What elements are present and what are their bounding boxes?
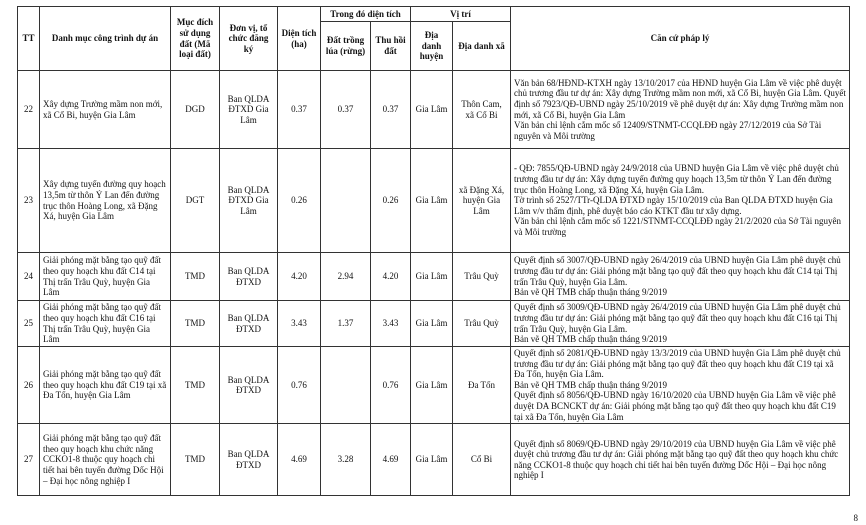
registering-unit: Ban QLDA ĐTXD [220,424,278,496]
commune-name: Đa Tốn [453,347,511,424]
legal-basis-paragraph: Bản vẽ QH TMB chấp thuận tháng 9/2019 [514,379,668,390]
registering-unit: Ban QLDA ĐTXD [220,253,278,301]
area-value: 4.69 [278,424,321,496]
project-name: Giải phóng mặt bằng tạo quỹ đất theo quy hoạch khu đất C19 tại xã Đa Tốn, huyện Gia Lâm [40,347,171,424]
land-use-code: DGD [171,71,220,149]
commune-name: xã Đặng Xá, huyện Gia Lâm [453,149,511,253]
land-use-code: DGT [171,149,220,253]
area-value: 3.43 [278,301,321,347]
legal-basis-paragraph: Văn bản chỉ lệnh cắm mốc số 1221/STNMT-CCQLĐĐ ngày 21/2/2020 của Sở Tài nguyên và Môi trường [514,216,841,238]
table-row [18,253,850,301]
row-number: 27 [18,424,40,496]
legal-basis-cell [511,424,850,496]
project-name: Xây dựng Trường mầm non mới, xã Cổ Bi, huyện Gia Lâm [40,71,171,149]
rice-land-value [321,347,371,424]
table-body [18,71,850,496]
legal-basis-paragraph: Quyết định số 8069/QĐ-UBND ngày 29/10/2019 của UBND huyện Gia Lâm về việc phê duyệt chủ trương đầu tư dự án: Giải phóng mặt bằng tạo quỹ đất theo quy hoạch khu chức năng CCKO1-8 thuộc quy hoạch chi tiết hai bên tuyến đường Dốc Hội – Đại học nông nghiệp I [514,438,839,481]
header-recovered: Thu hồi đất [371,22,411,71]
recovered-land-value: 0.26 [371,149,411,253]
district-name: Gia Lâm [411,301,453,347]
area-value: 0.26 [278,149,321,253]
row-number: 26 [18,347,40,424]
land-use-table [17,6,850,496]
rice-land-value [321,149,371,253]
legal-basis-cell [511,253,850,301]
legal-basis-cell [511,347,850,424]
area-value: 0.37 [278,71,321,149]
row-number: 22 [18,71,40,149]
recovered-land-value: 4.20 [371,253,411,301]
table-row [18,149,850,253]
row-number: 24 [18,253,40,301]
registering-unit: Ban QLDA ĐTXD Gia Lâm [220,71,278,149]
land-use-code: TMD [171,424,220,496]
header-tt: TT [18,7,40,71]
legal-basis-paragraph: Văn bản 68/HĐND-KTXH ngày 13/10/2017 của HĐND huyện Gia Lâm về việc phê duyệt chủ trương đầu tư dự án: Xây dựng Trường mầm non mới, xã Cổ Bi, huyện Gia Lâm. Quyết định số 7923/QĐ-UBND ngày 25/10/2019 về phê duyệt dự án: Xây dựng Trường mầm non mới, xã Cổ Bi, huyện Gia Lâm [514,77,846,120]
district-name: Gia Lâm [411,347,453,424]
district-name: Gia Lâm [411,253,453,301]
header-district: Địa danh huyện [411,22,453,71]
rice-land-value: 2.94 [321,253,371,301]
legal-basis-cell [511,71,850,149]
header-area: Diện tích (ha) [278,7,321,71]
district-name: Gia Lâm [411,149,453,253]
project-name: Giải phóng mặt bằng tạo quỹ đất theo quy hoạch khu đất C16 tại Thị trấn Trâu Quỳ, huyện Gia Lâm [40,301,171,347]
legal-basis-paragraph: Quyết định số 3007/QĐ-UBND ngày 26/4/2019 của UBND huyện Gia Lâm phê duyệt chủ trương đầu tư dự án: Giải phóng mặt bằng tạo quỹ đất theo quy hoạch khu đất C14 tại Thị trấn Trâu Quỳ, huyện Gia Lâm. [514,255,841,287]
project-name: Xây dựng tuyến đường quy hoạch 13,5m từ thôn Ỷ Lan đến đường trục thôn Hoàng Long, xã Đặng Xá, huyện Gia Lâm [40,149,171,253]
rice-land-value: 0.37 [321,71,371,149]
area-value: 4.20 [278,253,321,301]
legal-basis-paragraph: Tờ trình số 2527/TTr-QLDA ĐTXD ngày 15/10/2019 của Ban QLDA ĐTXD huyện Gia Lâm v/v thẩm định, phê duyệt báo cáo KTKT đầu tư xây dựng. [514,195,833,216]
commune-name: Trâu Quỳ [453,253,511,301]
header-rice-land: Đất trồng lúa (rừng) [321,22,371,71]
row-number: 23 [18,149,40,253]
legal-basis-paragraph: Quyết định số 8056/QĐ-UBND ngày 16/10/2020 của UBND huyện Gia Lâm về việc phê duyệt DA BCNCKT dự án: Giải phóng mặt bằng tạo quỹ đất theo quy hoạch khu đất C19 tại xã Đa Tốn, huyện Gia Lâm [514,390,836,422]
table-row [18,347,850,424]
legal-basis-cell [511,301,850,347]
page-number: 8 [853,513,858,523]
header-purpose: Mục đích sử dụng đất (Mã loại đất) [171,7,220,71]
legal-basis-paragraph: Bản vẽ QH TMB chấp thuận tháng 9/2019 [514,287,668,298]
header-project: Danh mục công trình dự án [40,7,171,71]
registering-unit: Ban QLDA ĐTXD [220,347,278,424]
header-legal-basis: Căn cứ pháp lý [511,7,850,71]
project-name: Giải phóng mặt bằng tạo quỹ đất theo quy hoạch khu chức năng CCKO1-8 thuộc quy hoạch chi tiết hai bên tuyến đường Dốc Hội – Đại học nông nghiệp I [40,424,171,496]
table-row [18,424,850,496]
legal-basis-cell [511,149,850,253]
header-group-location: Vị trí [411,7,511,22]
table-row [18,301,850,347]
legal-basis-paragraph: Văn bản chỉ lệnh cắm mốc số 12409/STNMT-CCQLĐĐ ngày 27/12/2019 của Sở Tài nguyên và Môi trường [514,120,822,141]
table-row [18,71,850,149]
land-use-code: TMD [171,301,220,347]
commune-name: Trâu Quỳ [453,301,511,347]
recovered-land-value: 0.37 [371,71,411,149]
recovered-land-value: 3.43 [371,301,411,347]
recovered-land-value: 4.69 [371,424,411,496]
header-group-of-which: Trong đó diện tích [321,7,411,22]
area-value: 0.76 [278,347,321,424]
legal-basis-paragraph: Quyết định số 3009/QĐ-UBND ngày 26/4/2019 của UBND huyện Gia Lâm phê duyệt chủ trương đầu tư dự án: Giải phóng mặt bằng tạo quỹ đất theo quy hoạch khu đất C16 tại Thị trấn Trâu Quỳ, huyện Gia Lâm. [514,302,841,334]
recovered-land-value: 0.76 [371,347,411,424]
row-number: 25 [18,301,40,347]
project-name: Giải phóng mặt bằng tạo quỹ đất theo quy hoạch khu đất C14 tại Thị trấn Trâu Quỳ, huyện Gia Lâm [40,253,171,301]
legal-basis-paragraph: Quyết định số 2081/QĐ-UBND ngày 13/3/2019 của UBND huyện Gia Lâm phê duyệt chủ trương đầu tư dự án: Giải phóng mặt bằng tạo quỹ đất theo quy hoạch khu đất C19 tại xã Đa Tốn, huyện Gia Lâm. [514,348,841,380]
district-name: Gia Lâm [411,424,453,496]
commune-name: Thôn Cam, xã Cổ Bi [453,71,511,149]
land-use-code: TMD [171,253,220,301]
rice-land-value: 3.28 [321,424,371,496]
district-name: Gia Lâm [411,71,453,149]
commune-name: Cổ Bi [453,424,511,496]
land-use-code: TMD [171,347,220,424]
legal-basis-paragraph: - QĐ: 7855/QĐ-UBND ngày 24/9/2018 của UBND huyện Gia Lâm về việc phê duyệt chủ trương đầu tư dự án: Xây dựng tuyến đường quy hoạch 13,5m từ thôn Ỷ Lan đến đường trục thôn Hoàng Long, xã Đặng Xá, huyện Gia Lâm. [514,163,839,195]
header-commune: Địa danh xã [453,22,511,71]
registering-unit: Ban QLDA ĐTXD Gia Lâm [220,149,278,253]
legal-basis-paragraph: Bản vẽ QH TMB chấp thuận tháng 9/2019 [514,334,668,345]
header-unit: Đơn vị, tổ chức đăng ký [220,7,278,71]
registering-unit: Ban QLDA ĐTXD [220,301,278,347]
rice-land-value: 1.37 [321,301,371,347]
